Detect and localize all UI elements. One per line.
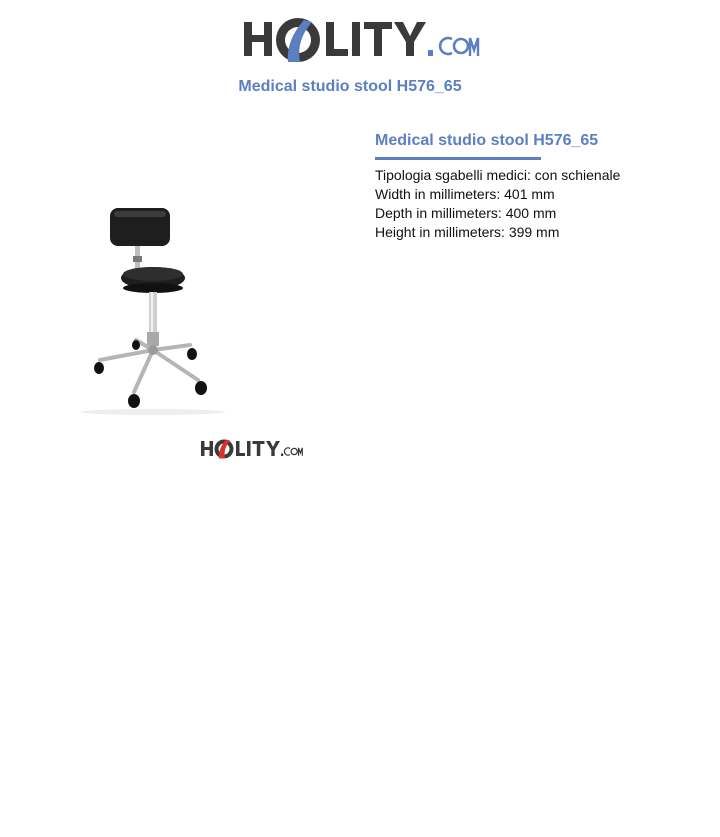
page-title: Medical studio stool H576_65 (238, 78, 462, 95)
holity-logo (242, 10, 482, 70)
stool-with-backrest-image (78, 200, 228, 418)
spec-depth: Depth in millimeters: 400 mm (375, 205, 557, 221)
spec-width: Width in millimeters: 401 mm (375, 186, 555, 202)
holity-watermark-logo (200, 436, 304, 462)
product-details (375, 130, 705, 242)
spec-type: Tipologia sgabelli medici: con schienale (375, 167, 621, 183)
spec-height: Height in millimeters: 399 mm (375, 224, 560, 240)
title-underline (375, 157, 541, 160)
product-title: Medical studio stool H576_65 (375, 132, 599, 149)
